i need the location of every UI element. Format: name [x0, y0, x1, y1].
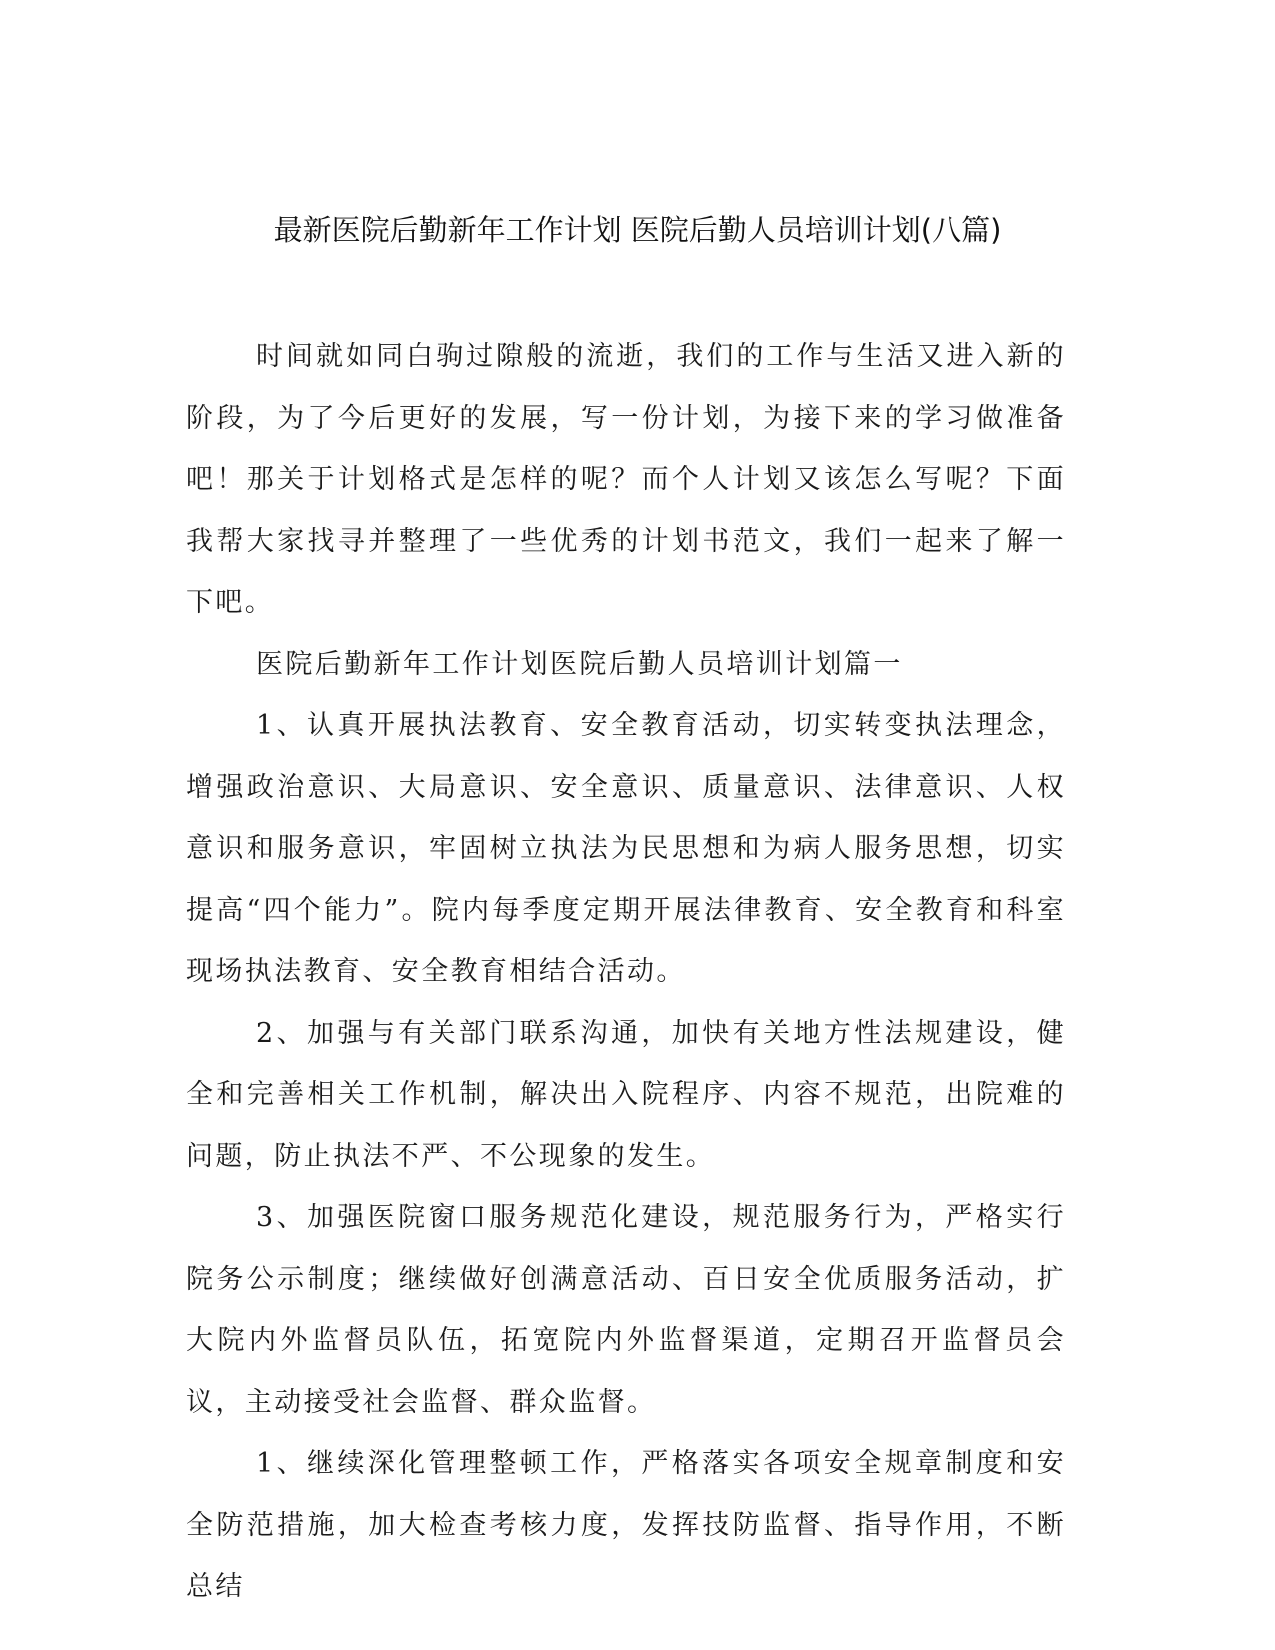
intro-paragraph: 时间就如同白驹过隙般的流逝，我们的工作与生活又进入新的阶段，为了今后更好的发展，写一份计划，为接下来的学习做准备吧！那关于计划格式是怎样的呢？而个人计划又该怎么写呢？下面我帮大家找寻并整理了一些优秀的计划书范文，我们一起来了解一下吧。	[186, 341, 1066, 618]
paragraph-item-3: 3、加强医院窗口服务规范化建设，规范服务行为，严格实行院务公示制度；继续做好创满意活动、百日安全优质服务活动，扩大院内外监督员队伍，拓宽院内外监督渠道，定期召开监督员会议，主动接受社会监督、群众监督。	[186, 1202, 1066, 1418]
paragraph-item-4: 1、继续深化管理整顿工作，严格落实各项安全规章制度和安全防范措施，加大检查考核力度，发挥技防监督、指导作用，不断总结	[186, 1448, 1066, 1602]
document-body	[186, 326, 1066, 1618]
paragraph-item-2: 2、加强与有关部门联系沟通，加快有关地方性法规建设，健全和完善相关工作机制，解决出入院程序、内容不规范，出院难的问题，防止执法不严、不公现象的发生。	[186, 1017, 1066, 1172]
paragraph-item-1: 1、认真开展执法教育、安全教育活动，切实转变执法理念，增强政治意识、大局意识、安全意识、质量意识、法律意识、人权意识和服务意识，牢固树立执法为民思想和为病人服务思想，切实提高“四个能力”。院内每季度定期开展法律教育、安全教育和科室现场执法教育、安全教育相结合活动。	[186, 710, 1066, 987]
document-title: 最新医院后勤新年工作计划 医院后勤人员培训计划(八篇)	[273, 213, 1002, 247]
section-heading: 医院后勤新年工作计划医院后勤人员培训计划篇一	[256, 648, 903, 680]
